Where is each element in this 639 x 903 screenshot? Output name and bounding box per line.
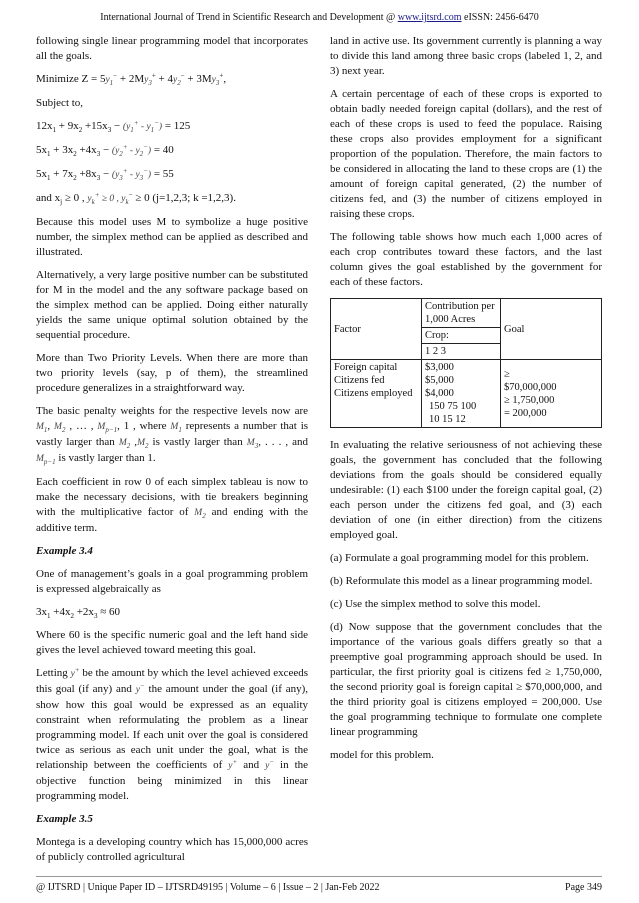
journal-header: International Journal of Trend in Scientific Research and Development @ www.ijtsrd.com eISSN: 2456-6470 [100, 12, 539, 23]
left-column [36, 34, 308, 873]
paragraph-more-levels: More than Two Priority Levels. When there are more than two priority levels (say, p of them), the streamlined procedure generalizes in a straightforward way. [36, 352, 308, 394]
paragraph-percentage: A certain percentage of each of these crops is exported to obtain badly needed foreign capital (dollars), and the rest of each of these crops is used to feed the populace. Raising these crops also provides employment for a significant proportion of the population. Therefore, the main factors to be considered in allocating the land to these crops are (1) the amount of foreign capital generated, (2) the number of citizens fed, and (3) the number of citizens employed in raising these crops. [330, 88, 602, 220]
constraint-2: $5x_1 + 3x_2 +4x_3 - (y_2^+ - y_2^-) = 40$ [36, 142, 174, 159]
table-goal: $70,000,000 [504, 381, 557, 393]
footer-divider [36, 876, 602, 877]
table-crop-numbers: 1 2 3 [422, 344, 501, 360]
page-footer [36, 882, 602, 893]
table-value: $4,000 [425, 388, 454, 399]
question-d: (d) Now suppose that the government concludes that the importance of the various goals differs greatly so that a preemptive goal programming approach should be used. In particular, the first priority goal is citizens fed ≥ 1,750,000, the second priority goal is foreign capital ≥ $70,000,000, and the third priority goal is citizens employed = 200,000. Use the goal programming technique to formulate one complete linear programming [330, 621, 602, 738]
table-factor: Citizens employed [334, 388, 413, 399]
question-a: (a) Formulate a goal programming model for this problem. [330, 552, 589, 564]
right-column [330, 34, 602, 771]
crop-goal-table [330, 298, 602, 428]
paragraph-land: land in active use. Its government currently is planning a way to divide this land among three basic crops (labeled 1, 2, and 3) next year. [330, 35, 602, 77]
paragraph-because: Because this model uses M to symbolize a huge positive number, the simplex method can be applied as described and illustrated. [36, 216, 308, 258]
constraint-1: $12x_1 + 9x_2 +15x_3 - (y_1^+ - y_1^-) = 125$ [36, 118, 191, 135]
paragraph-alternatively: Alternatively, a very large positive number can be substituted for M in the model and the any software package based on the simplex method can be applied. Doing either naturally yields the same unique optimal solution obtained by the sequential procedure. [36, 269, 308, 341]
table-factor: Foreign capital [334, 362, 398, 373]
table-goals-cell [501, 360, 602, 428]
table-goal: ≥ [504, 368, 510, 380]
table-value: 150 75 100 [429, 401, 477, 412]
table-value: $5,000 [425, 375, 454, 386]
table-factor-header: Factor [331, 299, 422, 360]
question-b: (b) Reformulate this model as a linear programming model. [330, 575, 593, 587]
paragraph-model: model for this problem. [330, 749, 434, 761]
table-value: $3,000 [425, 362, 454, 373]
subject-to: Subject to, [36, 97, 84, 109]
footer-citation: @ IJTSRD | Unique Paper ID – IJTSRD49195 | Volume – 6 | Issue – 2 | Jan-Feb 2022 [36, 882, 380, 893]
example-3-4-title: Example 3.4 [36, 545, 93, 557]
table-value: 10 15 12 [429, 414, 466, 425]
objective-function: Minimize $Z = 5y_1^- + 2My_3^+ + 4y_2^- + 3My_3^+$, [36, 71, 227, 87]
paragraph-penalty-weights: The basic penalty weights for the respective levels now are $M_1$, $M_2$ , … , $M_{p-1}$, 1 , where $M_1$ represents a number that is vastly larger than $M_2$ $,M_2$ is vastly larger than $M_3$, . . . , and $M_{p-1}$ is vastly larger than 1. [36, 405, 309, 466]
table-goal: ≥ 1,750,000 [504, 394, 555, 406]
table-factor: Citizens fed [334, 375, 385, 386]
table-goal: = 200,000 [504, 407, 547, 419]
nonnegativity: and $x_j \ge 0$ , $y_k^+ \ge 0$ , $y_k^- \ge 0$ (j=1,2,3; k =1,2,3). [36, 190, 236, 207]
paragraph-table-intro: The following table shows how much each 1,000 acres of each crop contributes toward these factors, and the last column gives the goal established by the government for each of these factors. [330, 231, 602, 288]
example-3-5-text: Montega is a developing country which has 15,000,000 acres of publicly controlled agricultural [36, 836, 308, 863]
example-3-5-title: Example 3.5 [36, 813, 93, 825]
paragraph-letting: Letting y+ be the amount by which the level achieved exceeds this goal (if any) and y− the amount under the goal (if any), show how this goal would be expressed as an equality constraint when reformulating the problem as a linear programming model. If each unit over the goal is considered twice as serious as each unit under the goal, what is the relationship between the coefficients of y+ and y− in the objective function being minimized in this linear programming model. [36, 665, 309, 802]
constraint-3: $5x_1 + 7x_2 +8x_3 - (y_3^+ - y_3^-) = 55$ [36, 166, 174, 183]
question-c: (c) Use the simplex method to solve this model. [330, 598, 541, 610]
example-3-4-text: One of management’s goals in a goal programming problem is expressed algebraically as [36, 568, 308, 595]
intro-paragraph: following single linear programming model that incorporates all the goals. [36, 35, 308, 62]
paragraph-each-coefficient: Each coefficient in row 0 of each simplex tableau is now to make the necessary decisions, with tie breakers beginning with the multiplicative factor of $M_2$ and ending with the additive term. [36, 476, 308, 534]
journal-link[interactable]: www.ijtsrd.com [397, 12, 462, 23]
paragraph-where: Where 60 is the specific numeric goal and the left hand side gives the level achieved toward meeting this goal. [36, 629, 308, 656]
table-goal-header: Goal [501, 299, 602, 360]
table-contribution-header: Contribution per 1,000 Acres [422, 299, 501, 328]
page-number: Page 349 [565, 882, 602, 893]
example-3-4-equation: $3x_1 +4x_2 +2x_3 \approx 60$ [36, 606, 120, 621]
table-factors-cell [331, 360, 422, 428]
table-values-cell [422, 360, 501, 428]
table-crop-header: Crop: [422, 328, 501, 344]
paragraph-evaluating: In evaluating the relative seriousness of not achieving these goals, the government has concluded that the following deviations from the goals should be considered equally undesirable: (1) each $100 under the foreign capital goal, (2) each person under the citizens fed goal, and (3) each deviation of one (in either direction) from the citizens employed goal. [330, 439, 602, 541]
